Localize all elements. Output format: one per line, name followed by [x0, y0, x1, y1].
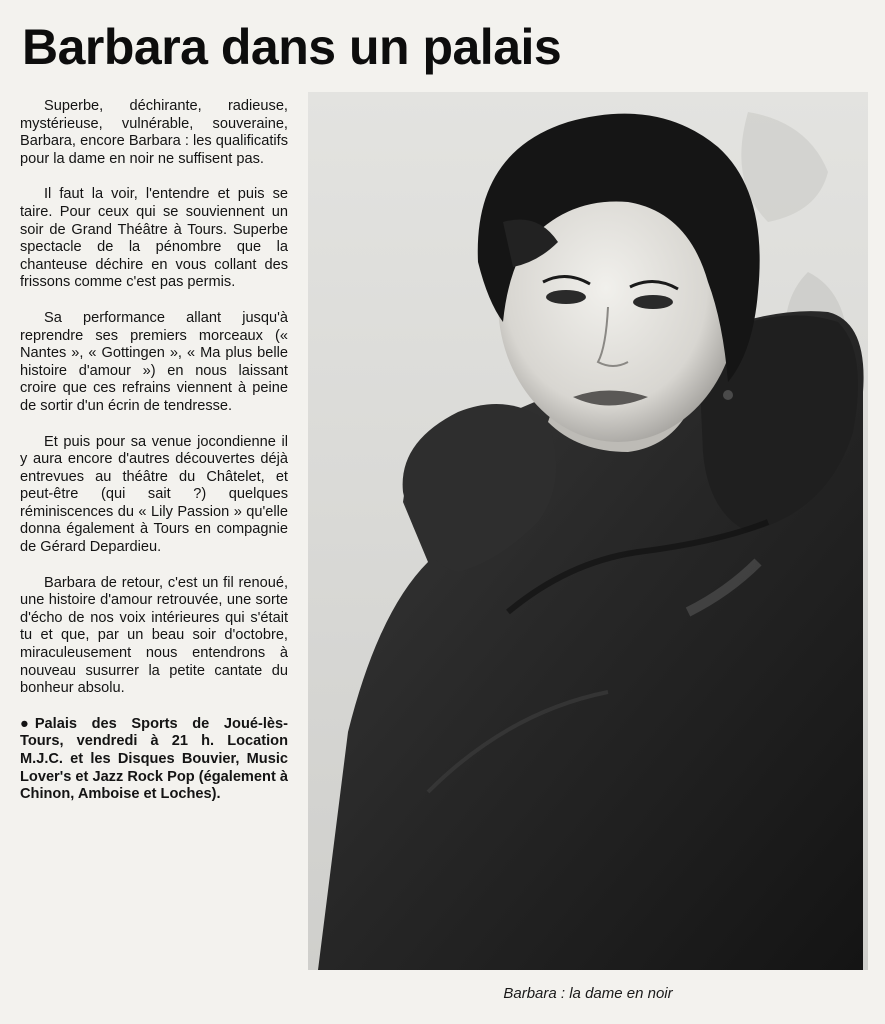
- article-headline: Barbara dans un palais: [22, 19, 562, 75]
- event-info-text: Palais des Sports de Joué-lès-Tours, vendredi à 21 h. Location M.J.C. et les Disques Bouvier, Music Lover's et Jazz Rock Pop (également à Chinon, Amboise et Loches).: [20, 715, 288, 803]
- portrait-photo: [308, 92, 868, 970]
- article-body: [20, 98, 288, 822]
- event-info: [20, 716, 288, 804]
- article-paragraph: Et puis pour sa venue jocondienne il y aura encore d'autres découvertes déjà entrevues au théâtre du Châtelet, et peut-être (qui sait ?) quelques réminiscences du « Lily Passion » qu'elle donna également à Tours en compagnie de Gérard Depardieu.: [20, 433, 288, 556]
- article-paragraph: Il faut la voir, l'entendre et puis se taire. Pour ceux qui se souviennent un soir de Grand Théâtre à Tours. Superbe spectacle de la pénombre que la chanteuse déchire en vous collant des frissons comme c'est pas permis.: [20, 186, 288, 291]
- article-paragraph: Barbara de retour, c'est un fil renoué, une histoire d'amour retrouvée, une sorte d'écho de nos voix intérieures qui s'était tu et que, par un beau soir d'octobre, miraculeusement nous entendrons à nouveau susurrer la petite cantate du bonheur absolu.: [20, 574, 288, 697]
- article-paragraph: Superbe, déchirante, radieuse, mystérieuse, vulnérable, souveraine, Barbara, encore Barbara : les qualificatifs pour la dame en noir ne suffisent pas.: [20, 98, 288, 167]
- portrait-illustration: [308, 92, 868, 970]
- photo-caption: Barbara : la dame en noir: [503, 985, 673, 1002]
- article-paragraph: Sa performance allant jusqu'à reprendre ses premiers morceaux (« Nantes », « Gottingen », « Ma plus belle histoire d'amour ») en nous laissant croire que ces refrains viennent à peine de sortir d'un écrin de tendresse.: [20, 309, 288, 414]
- bullet-icon: ●: [20, 715, 29, 732]
